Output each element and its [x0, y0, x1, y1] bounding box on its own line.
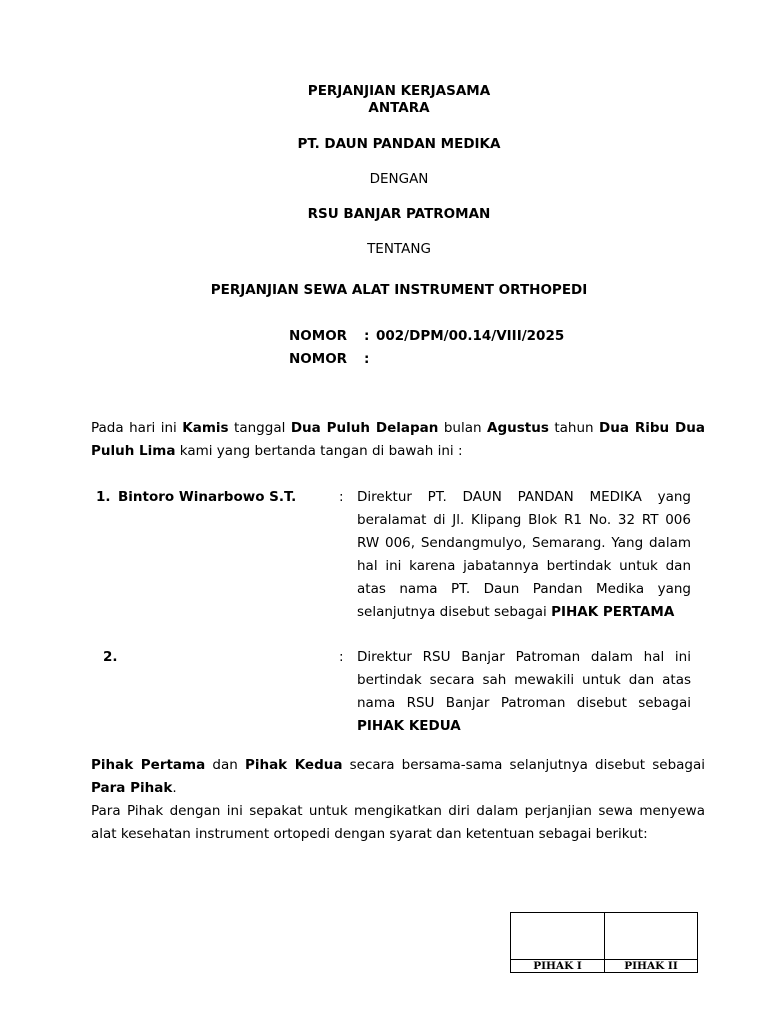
opening-year: Dua Ribu Dua Puluh Lima — [91, 420, 705, 459]
party-2-description: Direktur RSU Banjar Patroman dalam hal ini bertindak secara sah mewakili untuk dan atas nama RSU Banjar Patroman disebut sebagai PIHAK KEDUA — [357, 649, 691, 734]
parties-summary-paragraph: Pihak Pertama dan Pihak Kedua secara bersama-sama selanjutnya disebut sebagai Para Pihak. — [91, 757, 706, 796]
signature-label-pihak-2: PIHAK II — [624, 960, 678, 972]
opening-month: Agustus — [487, 420, 549, 436]
title-line-2: ANTARA — [368, 100, 430, 116]
party-1-role: PIHAK PERTAMA — [551, 604, 675, 620]
party-1-description: Direktur PT. DAUN PANDAN MEDIKA yang beralamat di Jl. Klipang Blok R1 No. 32 RT 006 RW 006, Sendangmulyo, Semarang. Yang dalam hal ini karena jabatannya bertindak untuk dan atas nama PT. Daun Pandan Medika yang selanjutnya disebut sebagai PIHAK PERTAMA — [357, 489, 691, 620]
title-line-1: PERJANJIAN KERJASAMA — [307, 83, 491, 99]
nomor-separator-2: : — [364, 351, 370, 367]
opening-day: Kamis — [182, 420, 229, 436]
signature-label-pihak-1: PIHAK I — [533, 960, 582, 972]
nomor-label-1: NOMOR — [289, 328, 348, 344]
party-1-separator: : — [339, 489, 344, 505]
opening-date: Dua Puluh Delapan — [290, 420, 439, 436]
with-heading: DENGAN — [369, 171, 429, 187]
nomor-value-1: 002/DPM/00.14/VIII/2025 — [376, 328, 565, 344]
party-2-role: PIHAK KEDUA — [357, 718, 461, 734]
party-2-separator: : — [339, 649, 344, 665]
nomor-label-2: NOMOR — [289, 351, 348, 367]
party-1-number: 1. — [96, 489, 111, 505]
second-party-heading: RSU BANJAR PATROMAN — [307, 206, 491, 222]
about-heading: TENTANG — [367, 241, 431, 257]
agreement-paragraph: Para Pihak dengan ini sepakat untuk mengikatkan diri dalam perjanjian sewa menyewa alat kesehatan instrument ortopedi dengan syarat dan ketentuan sebagai berikut: — [91, 803, 705, 842]
nomor-separator-1: : — [364, 328, 370, 344]
party-1-name: Bintoro Winarbowo S.T. — [118, 489, 297, 505]
first-party-heading: PT. DAUN PANDAN MEDIKA — [297, 136, 501, 152]
party-2-number: 2. — [103, 649, 118, 665]
opening-paragraph: Pada hari ini Kamis tanggal Dua Puluh Delapan bulan Agustus tahun Dua Ribu Dua Puluh Lima kami yang bertanda tangan di bawah ini : — [91, 420, 705, 459]
subject-heading: PERJANJIAN SEWA ALAT INSTRUMENT ORTHOPEDI — [210, 282, 588, 298]
signature-box — [510, 912, 698, 973]
